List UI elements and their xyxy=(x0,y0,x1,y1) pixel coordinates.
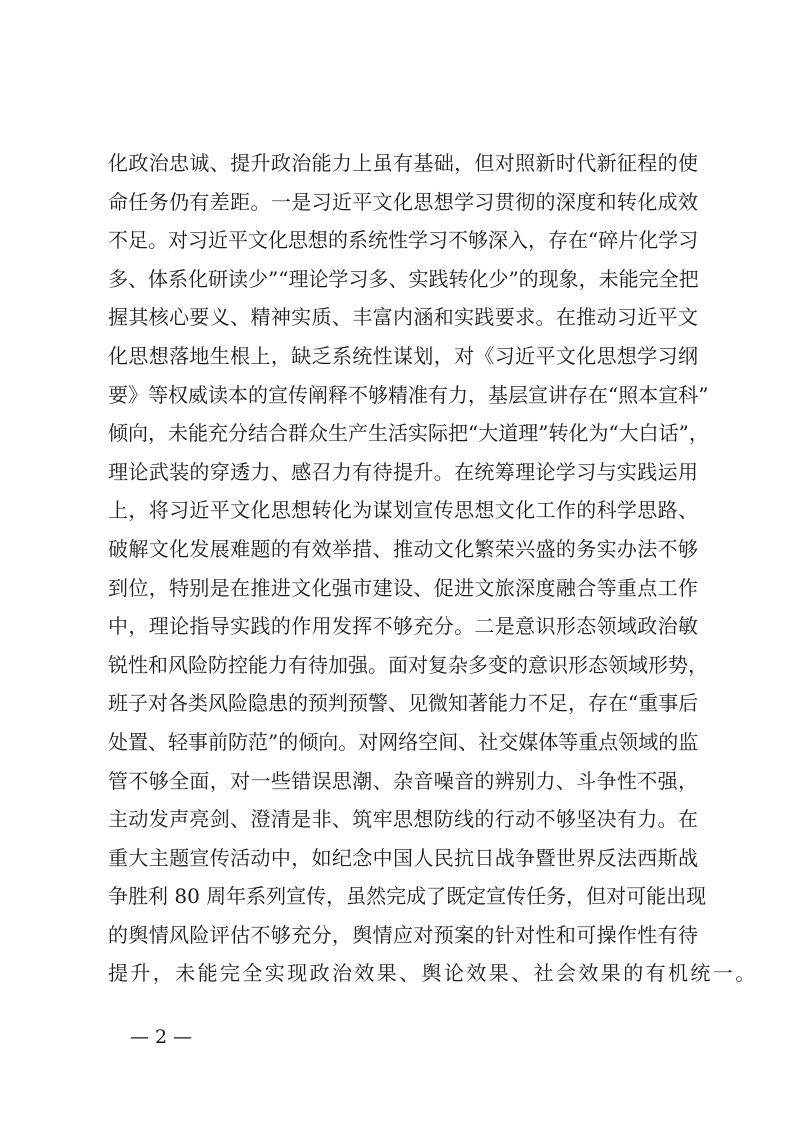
text-line: 的舆情风险评估不够充分，舆情应对预案的针对性和可操作性有待 xyxy=(108,922,698,947)
text-line: 要》等权威读本的宣传阐释不够精准有力，基层宣讲存在“照本宣科” xyxy=(108,382,709,407)
text-line: 管不够全面，对一些错误思潮、杂音噪音的辨别力、斗争性不强， xyxy=(108,768,698,793)
text-line: 重大主题宣传活动中，如纪念中国人民抗日战争暨世界反法西斯战 xyxy=(108,845,698,870)
text-line: 多、体系化研读少”“理论学习多、实践转化少”的现象，未能完全把 xyxy=(108,266,699,291)
text-line: 化思想落地生根上，缺乏系统性谋划，对《习近平文化思想学习纲 xyxy=(108,343,698,368)
text-line: 握其核心要义、精神实质、丰富内涵和实践要求。在推动习近平文 xyxy=(108,305,698,330)
text-line: 不足。对习近平文化思想的系统性学习不够深入，存在“碎片化学习 xyxy=(108,228,699,253)
text-line: 到位，特别是在推进文化强市建设、促进文旅深度融合等重点工作 xyxy=(108,575,698,600)
text-line: 倾向，未能充分结合群众生产生活实际把“大道理”转化为“大白话”， xyxy=(108,421,709,446)
text-line: 理论武装的穿透力、感召力有待提升。在统筹理论学习与实践运用 xyxy=(108,459,698,484)
text-line: 处置、轻事前防范”的倾向。对网络空间、社交媒体等重点领域的监 xyxy=(108,729,699,754)
text-line: 上，将习近平文化思想转化为谋划宣传思想文化工作的科学思路、 xyxy=(108,498,698,523)
text-line: 命任务仍有差距。一是习近平文化思想学习贯彻的深度和转化成效 xyxy=(108,189,698,214)
text-line: 主动发声亮剑、澄清是非、筑牢思想防线的行动不够坚决有力。在 xyxy=(108,807,698,832)
text-line: 班子对各类风险隐患的预判预警、见微知著能力不足，存在“重事后 xyxy=(108,691,699,716)
text-line: 锐性和风险防控能力有待加强。面对复杂多变的意识形态领域形势， xyxy=(108,652,708,677)
text-line: 破解文化发展难题的有效举措、推动文化繁荣兴盛的务实办法不够 xyxy=(108,536,698,561)
body-paragraph xyxy=(108,144,758,993)
text-line: 提升，未能完全实现政治效果、舆论效果、社会效果的有机统一。 xyxy=(108,961,758,986)
text-line: 争胜利 80 周年系列宣传，虽然完成了既定宣传任务，但对可能出现 xyxy=(108,884,707,909)
text-line: 化政治忠诚、提升政治能力上虽有基础，但对照新时代新征程的使 xyxy=(108,151,698,175)
page-number: — 2 — xyxy=(130,1026,193,1048)
text-line: 中，理论指导实践的作用发挥不够充分。二是意识形态领域政治敏 xyxy=(108,614,698,639)
